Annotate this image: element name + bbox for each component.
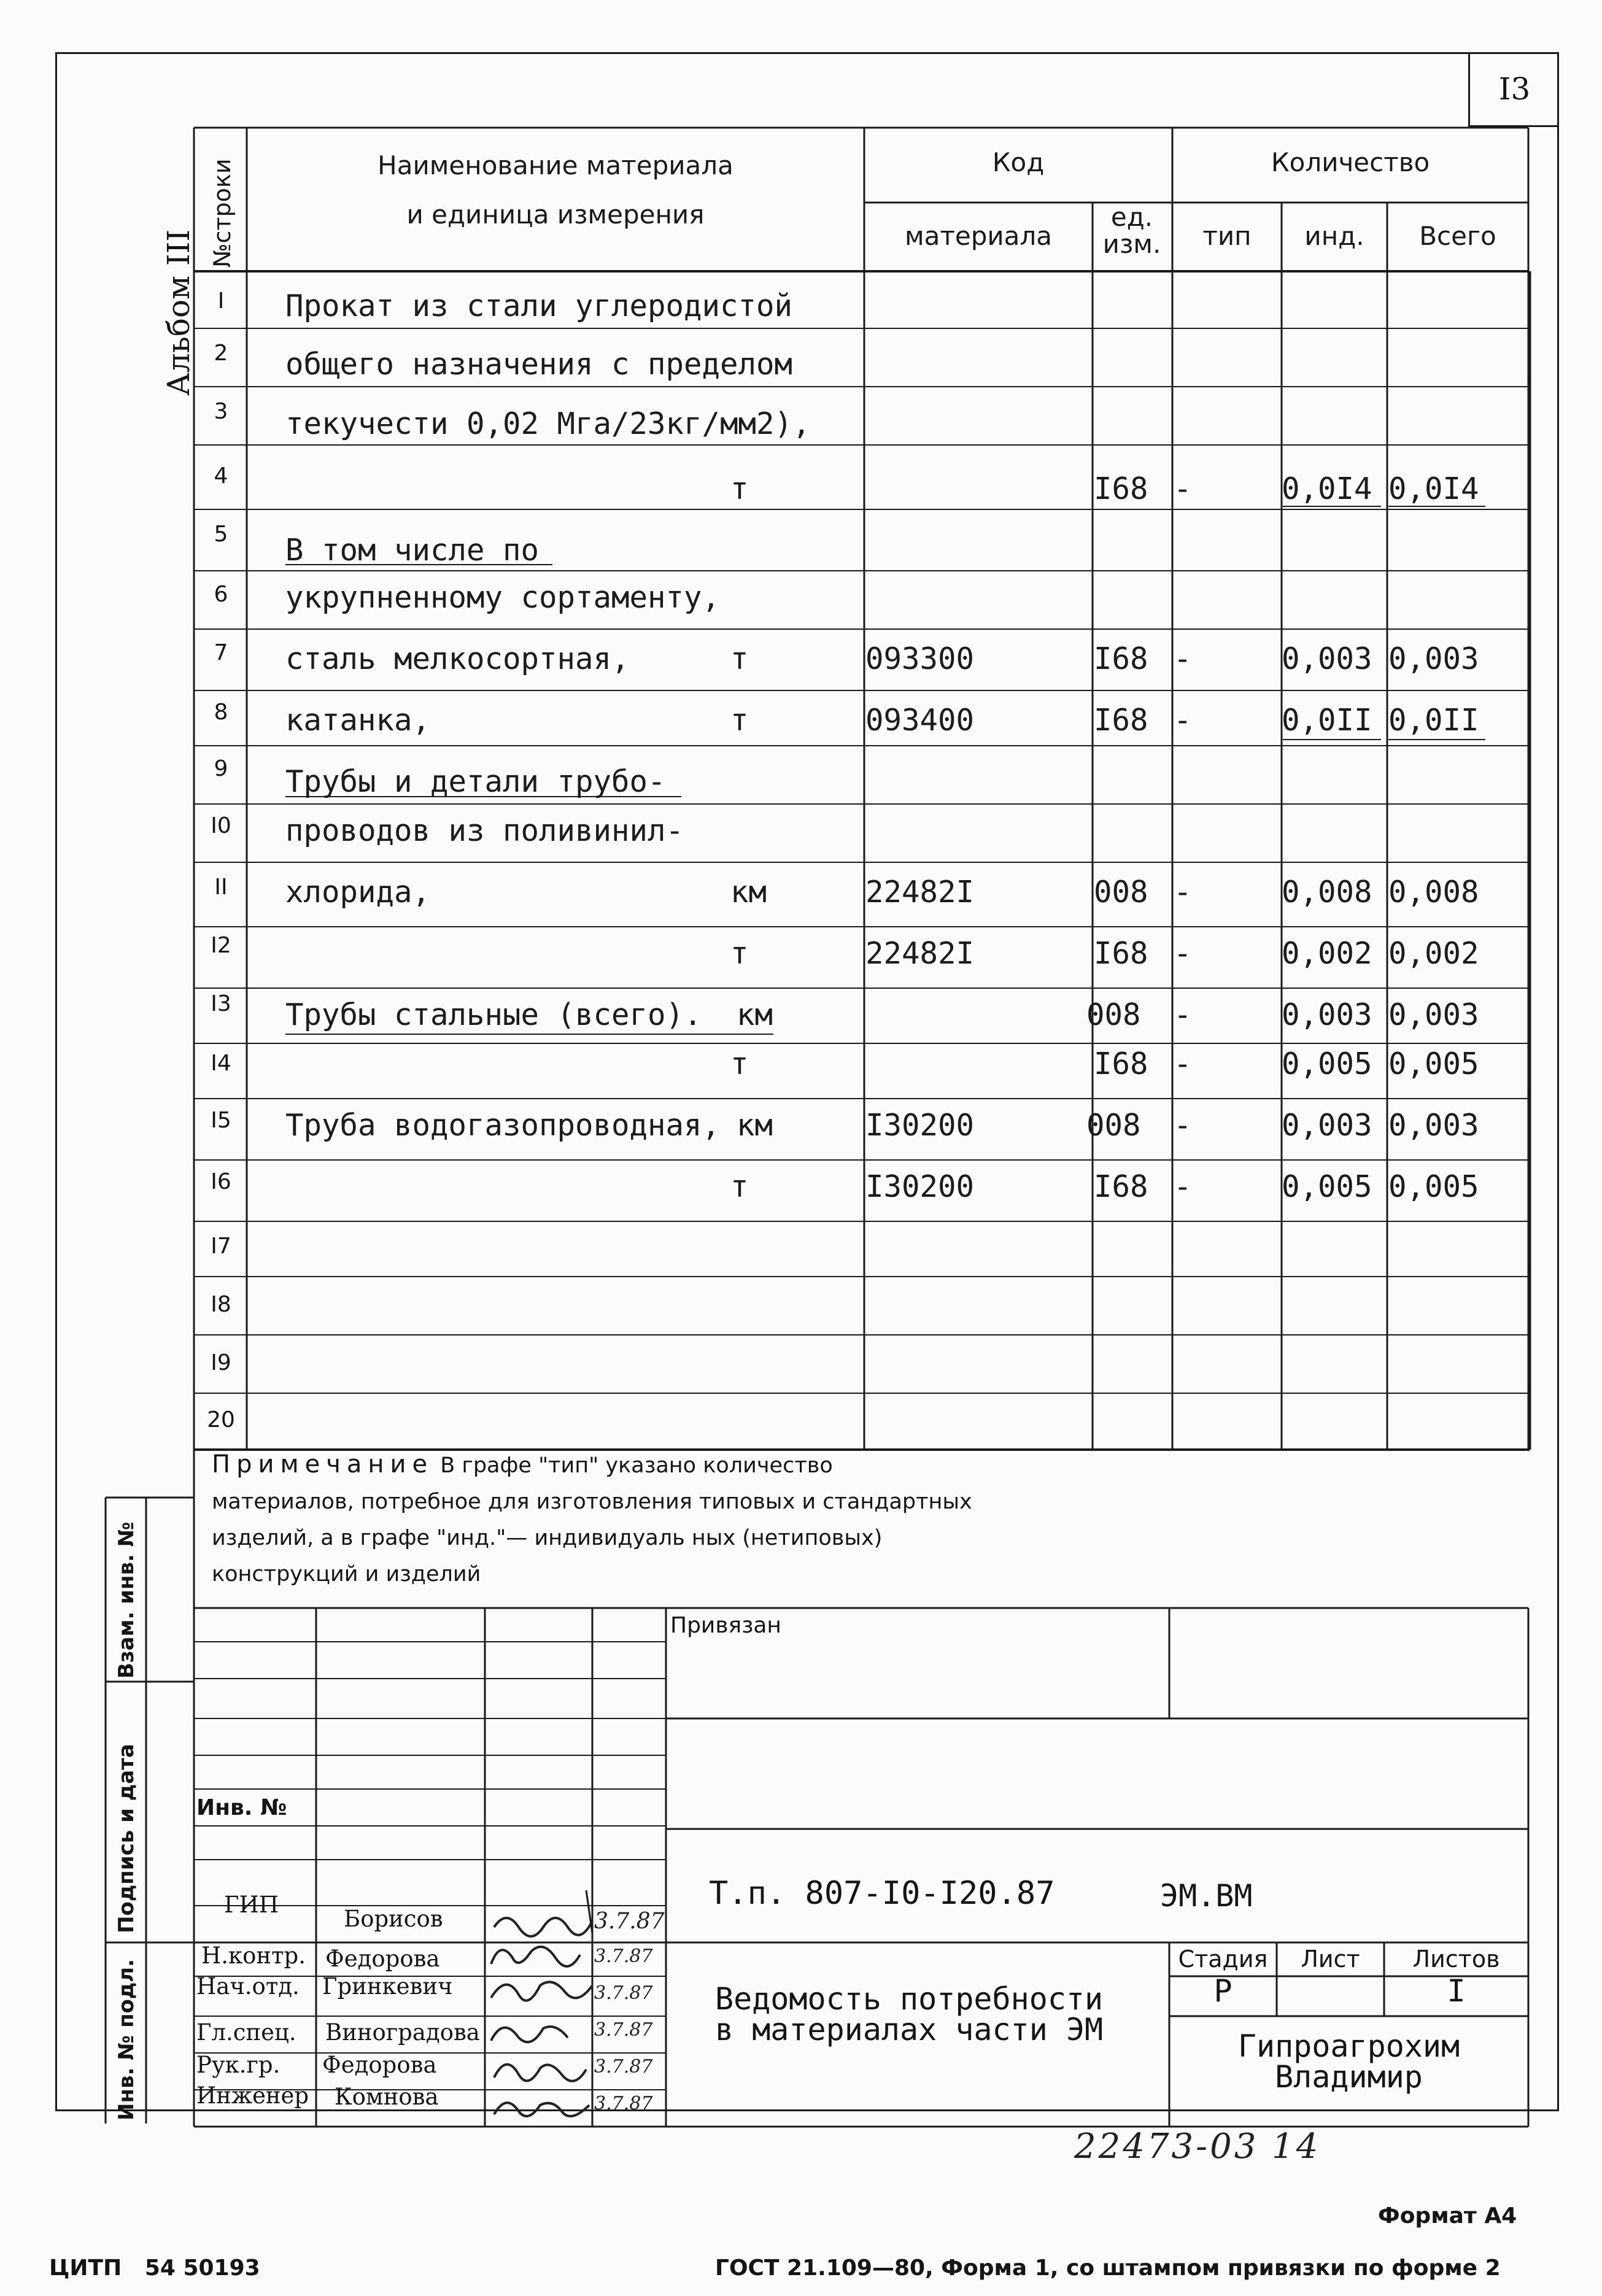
row-material-code: 22482I [865, 875, 975, 910]
signature-role: Гл.спец. [196, 2019, 296, 2046]
sheet-label: Лист [1301, 1946, 1360, 1973]
inv-no-label: Инв. № [196, 1795, 287, 1820]
row-name: катанка, [285, 703, 431, 738]
row-name: сталь мелкосортная, [285, 641, 630, 676]
row-ind: 0,0II [1282, 703, 1372, 738]
row-type: - [1174, 703, 1192, 738]
row-unit: т [730, 471, 749, 506]
row-unit-code: I68 [1094, 703, 1148, 738]
page-number: I3 [1468, 52, 1559, 127]
name-header-line1: Наименование материала [377, 150, 733, 180]
row-unit: т [730, 641, 749, 676]
row-number: 5 [214, 522, 228, 547]
format-label: Формат А4 [1378, 2203, 1517, 2228]
row-unit: т [730, 1169, 749, 1204]
signature-role: Нач.отд. [196, 1973, 300, 2000]
row-name: общего назначения с пределом [285, 347, 793, 382]
row-number: I3 [211, 991, 231, 1016]
row-unit-code: 008 [1086, 997, 1141, 1032]
row-number: 9 [214, 756, 228, 781]
qty-ind-header: инд. [1304, 221, 1364, 251]
document-title-line1: Ведомость потребности [715, 1981, 1104, 2017]
signature-role: Н.контр. [201, 1942, 306, 1969]
row-name: Прокат из стали углеродистой [285, 288, 793, 323]
row-total: 0,005 [1388, 1046, 1479, 1081]
row-total: 0,003 [1388, 1108, 1479, 1143]
row-number: I8 [211, 1292, 231, 1317]
album-label: Альбом III [161, 229, 196, 396]
row-name: Труба водогазопроводная, [285, 1108, 721, 1143]
signature-role: Инженер [196, 2082, 309, 2109]
signature-date: 3.7.87 [594, 2093, 653, 2114]
side-label-inv-podl: Инв. № подл. [114, 1958, 139, 2120]
row-number: 6 [214, 582, 228, 607]
side-label-vzam: Взам. инв. № [114, 1521, 139, 1679]
signature-date: 3.7.87 [594, 2056, 653, 2078]
row-unit-code: I68 [1094, 936, 1148, 971]
organization-line1: Гипроагрохим [1237, 2028, 1460, 2064]
row-unit-code: I68 [1094, 1169, 1148, 1204]
row-total: 0,0II [1388, 703, 1479, 738]
row-total: 0,0I4 [1388, 471, 1479, 506]
row-type: - [1174, 936, 1192, 971]
row-name: Трубы и детали трубо- [285, 764, 666, 799]
row-number: I2 [211, 933, 231, 958]
row-material-code: I30200 [865, 1169, 975, 1204]
row-number: 8 [214, 700, 228, 725]
row-total: 0,002 [1388, 936, 1479, 971]
note-text: В графе "тип" указано количество материалов, потребное для изготовления типовых и стандартных изделий, а в графе "инд."— индивидуаль ных (нетиповых) конструкций и изделий [212, 1453, 972, 1587]
signature-name: Федорова [322, 2052, 437, 2078]
row-material-code: 093400 [865, 703, 975, 738]
stage-value: Р [1213, 1973, 1232, 2009]
signature-role: ГИП [224, 1892, 279, 1918]
name-header-line2: и единица измерения [406, 199, 705, 230]
privyazan-label: Привязан [670, 1613, 781, 1638]
row-number: 2 [214, 341, 228, 366]
row-ind: 0,008 [1282, 875, 1372, 910]
row-unit: км [737, 997, 773, 1032]
row-total: 0,005 [1388, 1169, 1479, 1204]
row-ind: 0,0I4 [1282, 471, 1372, 506]
row-number: II [214, 875, 228, 900]
signature-role: Рук.гр. [196, 2052, 281, 2078]
signature-name: Федорова [325, 1946, 440, 1972]
row-total: 0,003 [1388, 641, 1479, 676]
row-ind: 0,003 [1282, 997, 1372, 1032]
row-type: - [1174, 875, 1192, 910]
organization-line2: Владимир [1275, 2059, 1423, 2095]
row-unit: км [737, 1108, 773, 1143]
signature-name: Виноградова [325, 2019, 480, 2046]
row-type: - [1174, 1046, 1192, 1081]
row-number: 3 [214, 399, 228, 424]
row-ind: 0,005 [1282, 1169, 1372, 1204]
row-unit-code: I68 [1094, 1046, 1148, 1081]
row-name: проводов из поливинил- [285, 813, 684, 848]
row-unit-code: 008 [1086, 1108, 1141, 1143]
row-name: текучести 0,02 Мга/23кг/мм2), [285, 406, 811, 441]
row-number: 7 [214, 640, 228, 665]
sheets-value: I [1447, 1973, 1466, 2009]
signature-date: 3.7.87 [594, 1909, 665, 1934]
document-designation: Т.п. 807-I0-I20.87 [709, 1875, 1055, 1912]
row-ind: 0,003 [1282, 641, 1372, 676]
row-number: I6 [211, 1169, 231, 1194]
row-type: - [1174, 471, 1192, 506]
row-unit-code: I68 [1094, 641, 1148, 676]
document-title-line2: в материалах части ЭМ [715, 2012, 1104, 2047]
row-number: I [217, 288, 225, 314]
row-name: хлорида, [285, 875, 431, 910]
qty-type-header: тип [1202, 221, 1252, 251]
row-unit-code: 008 [1094, 875, 1148, 910]
row-name: В том числе по [285, 533, 540, 568]
code-unit-header: ед. изм. [1102, 202, 1161, 259]
signature-name: Комнова [335, 2084, 439, 2110]
stage-label: Стадия [1178, 1946, 1268, 1973]
signature-date: 3.7.87 [594, 1982, 653, 2004]
row-name: Трубы стальные (всего). [285, 997, 702, 1032]
row-unit: т [730, 703, 749, 738]
row-name: укрупненному сортаменту, [285, 580, 721, 615]
document-section: ЭМ.ВМ [1160, 1878, 1253, 1914]
row-unit: т [730, 1046, 749, 1081]
quantity-header: Количество [1271, 147, 1430, 177]
row-type: - [1174, 1169, 1192, 1204]
row-type: - [1174, 1108, 1192, 1143]
row-material-code: 22482I [865, 936, 975, 971]
sheets-label: Листов [1412, 1946, 1500, 1973]
row-material-code: I30200 [865, 1108, 975, 1143]
side-label-podpis: Подпись и дата [114, 1744, 139, 1933]
signature-date: 3.7.87 [594, 1946, 653, 1967]
row-number-header: №строки [209, 158, 236, 268]
row-ind: 0,002 [1282, 936, 1372, 971]
row-number: I7 [211, 1234, 231, 1259]
signature-date: 3.7.87 [594, 2019, 653, 2041]
note-title: Примечание [212, 1450, 434, 1478]
row-type: - [1174, 641, 1192, 676]
footer-right: ГОСТ 21.109—80, Форма 1, со штампом привязки по форме 2 [715, 2255, 1501, 2281]
signature-name: Гринкевич [322, 1973, 453, 2000]
row-unit: т [730, 936, 749, 971]
row-unit: км [730, 875, 767, 910]
row-number: I0 [211, 813, 231, 838]
row-number: 20 [207, 1407, 235, 1432]
code-material-header: материала [904, 221, 1052, 251]
row-number: 4 [214, 463, 228, 489]
row-ind: 0,005 [1282, 1046, 1372, 1081]
row-material-code: 093300 [865, 641, 975, 676]
handwritten-number: 22473-03 14 [1074, 2127, 1321, 2167]
signature-name: Борисов [344, 1906, 443, 1932]
row-type: - [1174, 997, 1192, 1032]
row-number: I5 [211, 1108, 231, 1133]
row-ind: 0,003 [1282, 1108, 1372, 1143]
row-total: 0,008 [1388, 875, 1479, 910]
row-number: I4 [211, 1051, 231, 1076]
code-header: Код [992, 147, 1045, 177]
row-number: I9 [211, 1350, 231, 1375]
row-total: 0,003 [1388, 997, 1479, 1032]
row-unit-code: I68 [1094, 471, 1148, 506]
footer-left: ЦИТП 54 50193 [49, 2255, 260, 2281]
qty-total-header: Всего [1419, 221, 1496, 251]
